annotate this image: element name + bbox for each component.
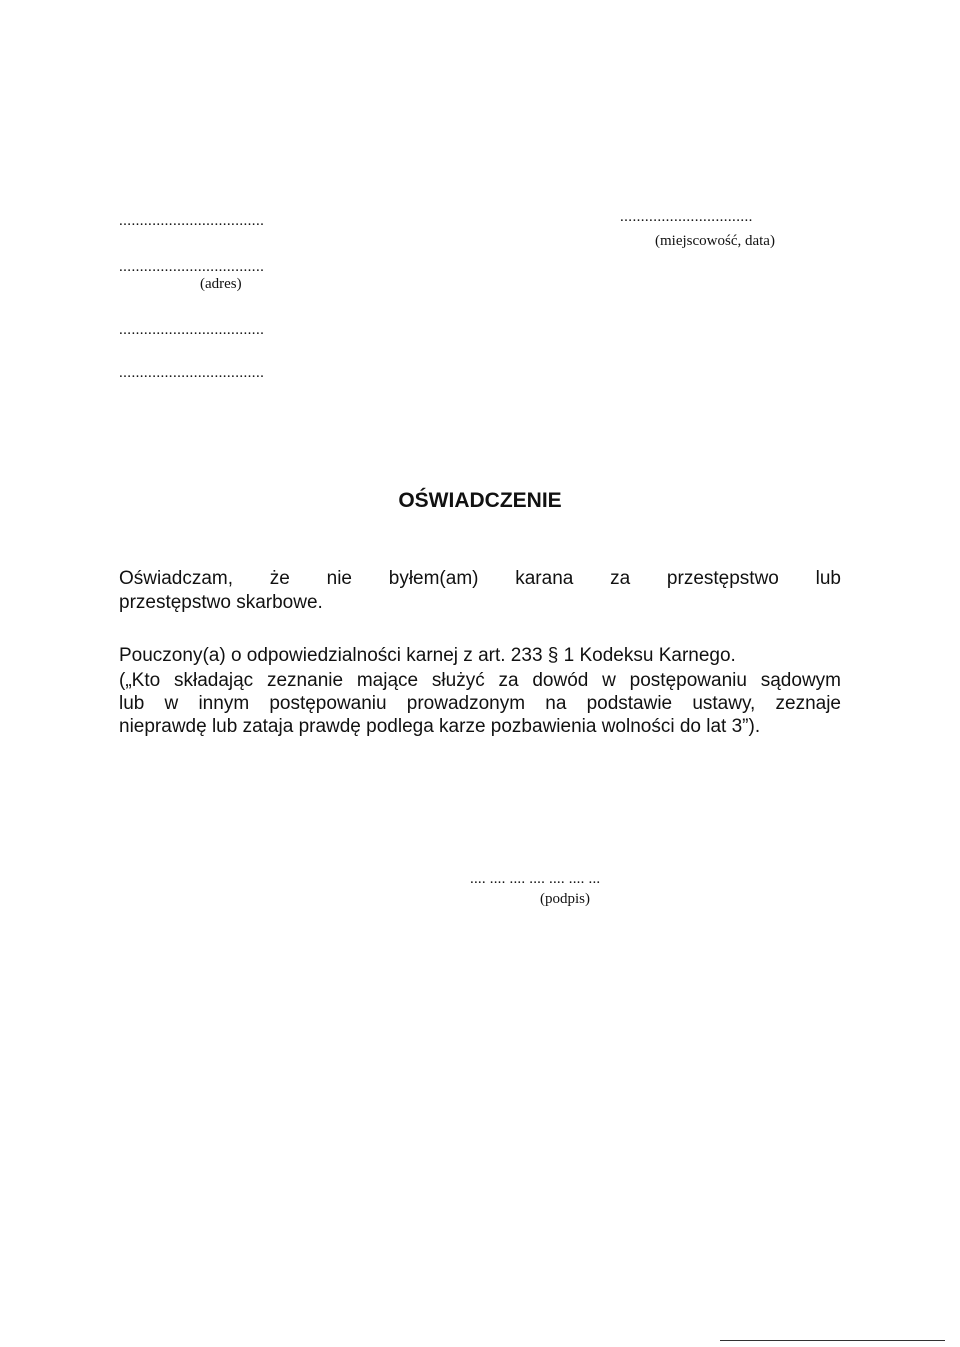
law-quote-line-3: nieprawdę lub zataja prawdę podlega karze pozbawienia wolności do lat 3”).	[119, 716, 761, 737]
place-date-placeholder: ................................	[620, 209, 753, 225]
bottom-rule	[720, 1340, 945, 1341]
statement-line-1: Oświadczam, że nie byłem(am) karana za przestępstwo lub	[119, 568, 841, 589]
statement-line-2: przestępstwo skarbowe.	[119, 592, 323, 613]
place-date-caption: (miejscowość, data)	[655, 233, 775, 249]
law-quote-line-2: lub w innym postępowaniu prowadzonym na podstawie ustawy, zeznaje	[119, 693, 841, 714]
document-title: OŚWIADCZENIE	[398, 489, 562, 512]
law-quote-line-1: („Kto składając zeznanie mające służyć za dowód w postępowaniu sądowym	[119, 670, 841, 691]
signature-placeholder: .... .... .... .... .... .... ...	[470, 871, 601, 887]
address-line-2-placeholder: ...................................	[119, 259, 265, 275]
address-line-4-placeholder: ...................................	[119, 365, 265, 381]
signature-caption: (podpis)	[540, 891, 590, 907]
address-line-1-placeholder: ...................................	[119, 213, 265, 229]
address-caption: (adres)	[200, 276, 242, 292]
instruction-line: Pouczony(a) o odpowiedzialności karnej z art. 233 § 1 Kodeksu Karnego.	[119, 645, 736, 666]
address-line-3-placeholder: ...................................	[119, 322, 265, 338]
